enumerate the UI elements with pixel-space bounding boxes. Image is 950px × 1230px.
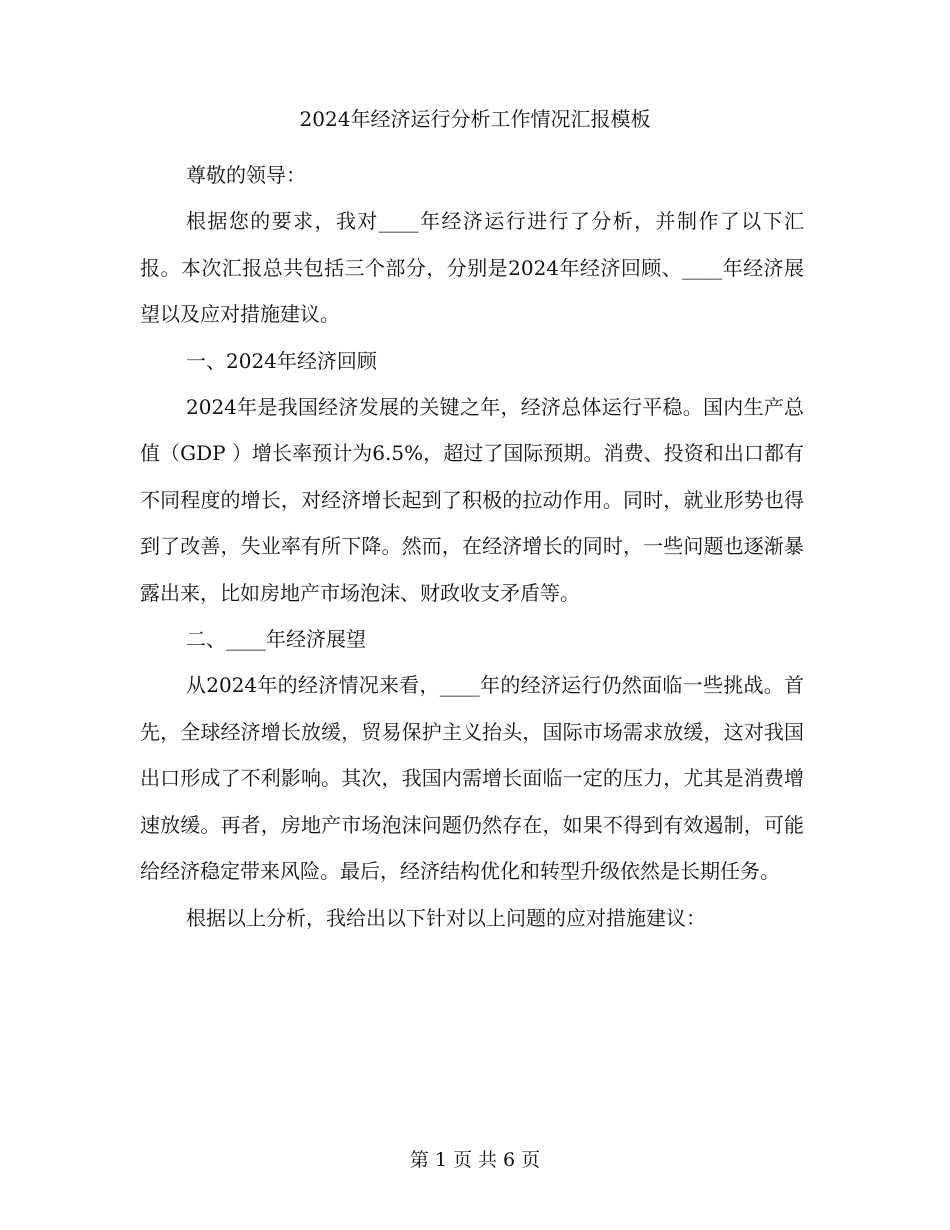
- document-body: [140, 152, 804, 941]
- paragraph-review: 2024年是我国经济发展的关键之年，经济总体运行平稳。国内生产总值（GDP ）增长率预计为6.5%，超过了国际预期。消费、投资和出口都有不同程度的增长，对经济增长起到了积极的拉动作用。同时，就业形势也得到了改善，失业率有所下降。然而，在经济增长的同时，一些问题也逐渐暴露出来，比如房地产市场泡沫、财政收支矛盾等。: [140, 395, 804, 605]
- salutation: 尊敬的领导：: [186, 163, 306, 187]
- document-title: 2024年经济运行分析工作情况汇报模板: [299, 107, 651, 131]
- paragraph-recommendations-lead: 根据以上分析，我给出以下针对以上问题的应对措施建议：: [186, 905, 706, 930]
- page-number-footer: 第 1 页 共 6 页: [409, 1149, 541, 1171]
- section-heading-outlook: 二、____年经济展望: [186, 627, 366, 652]
- section-heading-review: 一、2024年经济回顾: [186, 348, 377, 373]
- paragraph-intro: 根据您的要求，我对____年经济运行进行了分析，并制作了以下汇报。本次汇报总共包括三个部分，分别是2024年经济回顾、____年经济展望以及应对措施建议。: [140, 209, 804, 327]
- paragraph-outlook: 从2024年的经济情况来看，____年的经济运行仍然面临一些挑战。首先，全球经济增长放缓，贸易保护主义抬头，国际市场需求放缓，这对我国出口形成了不利影响。其次，我国内需增长面临一定的压力，尤其是消费增速放缓。再者，房地产市场泡沫问题仍然存在，如果不得到有效遏制，可能给经济稳定带来风险。最后，经济结构优化和转型升级依然是长期任务。: [140, 673, 804, 884]
